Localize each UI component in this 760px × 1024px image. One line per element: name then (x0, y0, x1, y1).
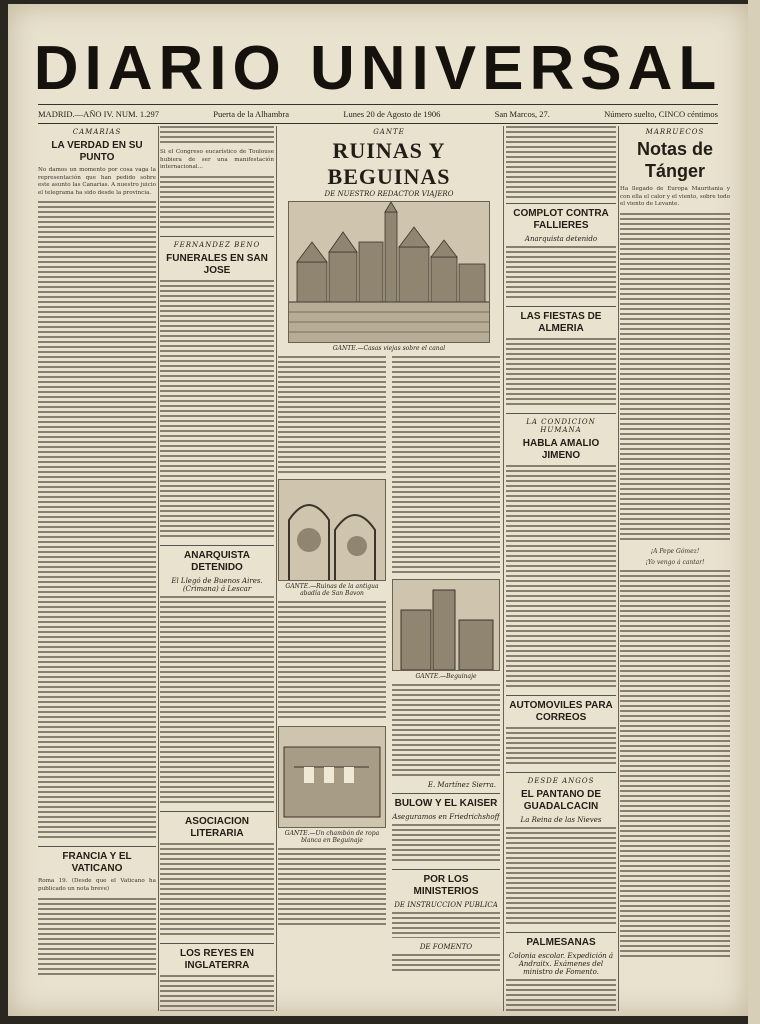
address-left: Puerta de la Alhambra (213, 109, 290, 119)
divider (506, 306, 616, 307)
col1-section-lede: Roma 19. (Desde que el Vaticano ha publicado un nota breve) (38, 878, 156, 892)
divider (392, 793, 500, 794)
article-body-text (506, 727, 616, 767)
verse-line-2: ¡Yo vengo á cantar! (645, 558, 705, 566)
ghent-canal-illustration (288, 201, 490, 343)
office-address: San Marcos, 27. (494, 109, 550, 119)
column-6 (620, 126, 730, 1011)
article-body-text (620, 570, 730, 960)
col1-kicker: CAMARIAS (72, 128, 122, 136)
col2-headline4: LOS REYES EN INGLATERRA (180, 947, 254, 971)
article-body-text (392, 912, 500, 938)
article-body-text (278, 848, 386, 928)
col2-kicker: FERNANDEZ BENO (173, 240, 261, 249)
article-body-text (38, 201, 156, 841)
article-body-text (506, 465, 616, 690)
article-body-text (38, 898, 156, 978)
col5-headline2: LAS FIESTAS DE ALMERIA (520, 311, 602, 334)
divider (506, 932, 616, 933)
column-rule (158, 126, 159, 1011)
article-body-text (160, 975, 274, 1011)
article-body-text (392, 824, 500, 864)
article-body-text (160, 843, 274, 938)
beguinage-drawing (393, 580, 499, 670)
center-headline: RUINAS Y BEGUINAS (327, 138, 451, 189)
center-headline2: BULOW Y EL KAISER (394, 798, 498, 809)
col6-kicker: MARRUECOS (645, 128, 705, 136)
col5-headline3: HABLA AMALIO JIMENO (522, 438, 600, 461)
edition-number: MADRID.—AÑO IV. NUM. 1.297 (38, 109, 159, 119)
col5-subhead1: Anarquista detenido (524, 235, 598, 243)
article-body-text (506, 246, 616, 301)
center-byline: DE NUESTRO REDACTOR VIAJERO (324, 190, 454, 198)
issue-date: Lunes 20 de Agosto de 1906 (343, 109, 441, 119)
divider (160, 811, 274, 812)
canal-houses-drawing (289, 202, 489, 342)
center-subhead2: Aseguramos en Friedrichshoff (392, 813, 500, 821)
divider (506, 772, 616, 773)
center-headline3: POR LOS MINISTERIOS (413, 874, 479, 897)
caption-laundry: GANTE.—Un chambón de ropa blanca en Beguinaje (284, 830, 380, 844)
newspaper-page (8, 4, 748, 1016)
beguinage-illustration (392, 579, 500, 671)
center-subhead3b: DE FOMENTO (419, 943, 473, 951)
column-2 (160, 126, 274, 1011)
caption-abbey: GANTE.—Ruinas de la antigua abadía de San Bavon (285, 583, 379, 597)
article-body-text (160, 596, 274, 806)
column-rule (618, 126, 619, 1011)
caption-beguinage: GANTE.—Beguinaje (415, 673, 477, 680)
divider (392, 869, 500, 870)
col5-headline1: COMPLOT CONTRA FALLIERES (513, 208, 609, 231)
col1-lede: No damos un momento por cosa vaga la representación que han pedido sobre este asunto las Canarias. A nuestro juicio el telegrama ha sido desde la provincia. (38, 167, 156, 196)
col2-lede: Si el Congreso eucarístico de Toulouse hubiera de ser una manifestación internacional... (160, 149, 274, 171)
column-rule (276, 126, 277, 1011)
col5-headline4: AUTOMOVILES PARA CORREOS (509, 700, 613, 723)
col5-subhead5: La Reina de las Nieves (520, 816, 602, 824)
col2-headline3: ASOCIACION LITERARIA (185, 815, 249, 839)
adjacent-page-strip (748, 0, 760, 1024)
caption-canal: GANTE.—Casas viejas sobre el canal (332, 345, 446, 352)
article-body-text (506, 979, 616, 1011)
article-body-text (506, 338, 616, 408)
col1-section-headline: FRANCIA Y EL VATICANO (62, 851, 132, 875)
col1-headline: LA VERDAD EN SU PUNTO (51, 140, 143, 163)
col5-kicker3: LA CONDICION HUMANA (526, 418, 596, 434)
col2-headline2: ANARQUISTA DETENIDO (184, 549, 250, 573)
article-body-text (160, 126, 274, 144)
divider (506, 695, 616, 696)
col6-headline: Notas de Tánger (636, 139, 714, 181)
divider (38, 846, 156, 847)
article-body-text (620, 213, 730, 543)
article-body-text (392, 356, 500, 574)
laundry-drawing (279, 727, 385, 827)
issue-price: Número suelto, CINCO céntimos (604, 109, 718, 119)
article-body-text (506, 827, 616, 927)
article-body-text (278, 356, 386, 474)
col5-subhead6: Colonia escolar. Expedición á Andraitx. Exámenes del ministro de Fomento. (508, 952, 614, 976)
column-5 (506, 126, 616, 1011)
dateline (38, 104, 718, 124)
col5-kicker5: DESDE ANGOS (527, 777, 595, 785)
article-body-text (506, 126, 616, 198)
divider (506, 203, 616, 204)
abbey-ruins-drawing (279, 480, 385, 580)
divider (506, 413, 616, 414)
article-body-text (392, 954, 500, 974)
col2-headline: FUNERALES EN SAN JOSE (166, 252, 268, 276)
col2-subhead2: El Llegó de Buenos Aires. (Crimana) á Lescar (171, 576, 263, 593)
center-subhead3: DE INSTRUCCION PUBLICA (394, 901, 498, 909)
abbey-ruins-illustration (278, 479, 386, 581)
column-rule (503, 126, 504, 1011)
column-1 (38, 126, 156, 1011)
center-feature (278, 126, 500, 1011)
article-body-text (278, 601, 386, 721)
divider (160, 943, 274, 944)
laundry-illustration (278, 726, 386, 828)
col5-headline6: PALMESANAS (526, 937, 596, 948)
divider (160, 236, 274, 237)
article-signature: E. Martínez Sierra. (427, 781, 496, 789)
col6-lede: Ha llegado de Europa Mauritania y con ella el calor y el viento, sobre todo el viento de Levante. (620, 186, 730, 208)
center-kicker: GANTE (373, 128, 405, 136)
col5-headline5: EL PANTANO DE GUADALCACIN (520, 789, 601, 812)
article-body-text (160, 176, 274, 231)
verse-line-1: ¡A Pepe Gómez! (650, 547, 700, 555)
article-body-text (160, 280, 274, 540)
article-body-text (392, 684, 500, 776)
masthead-title: DIARIO UNIVERSAL (33, 34, 723, 103)
divider (160, 545, 274, 546)
